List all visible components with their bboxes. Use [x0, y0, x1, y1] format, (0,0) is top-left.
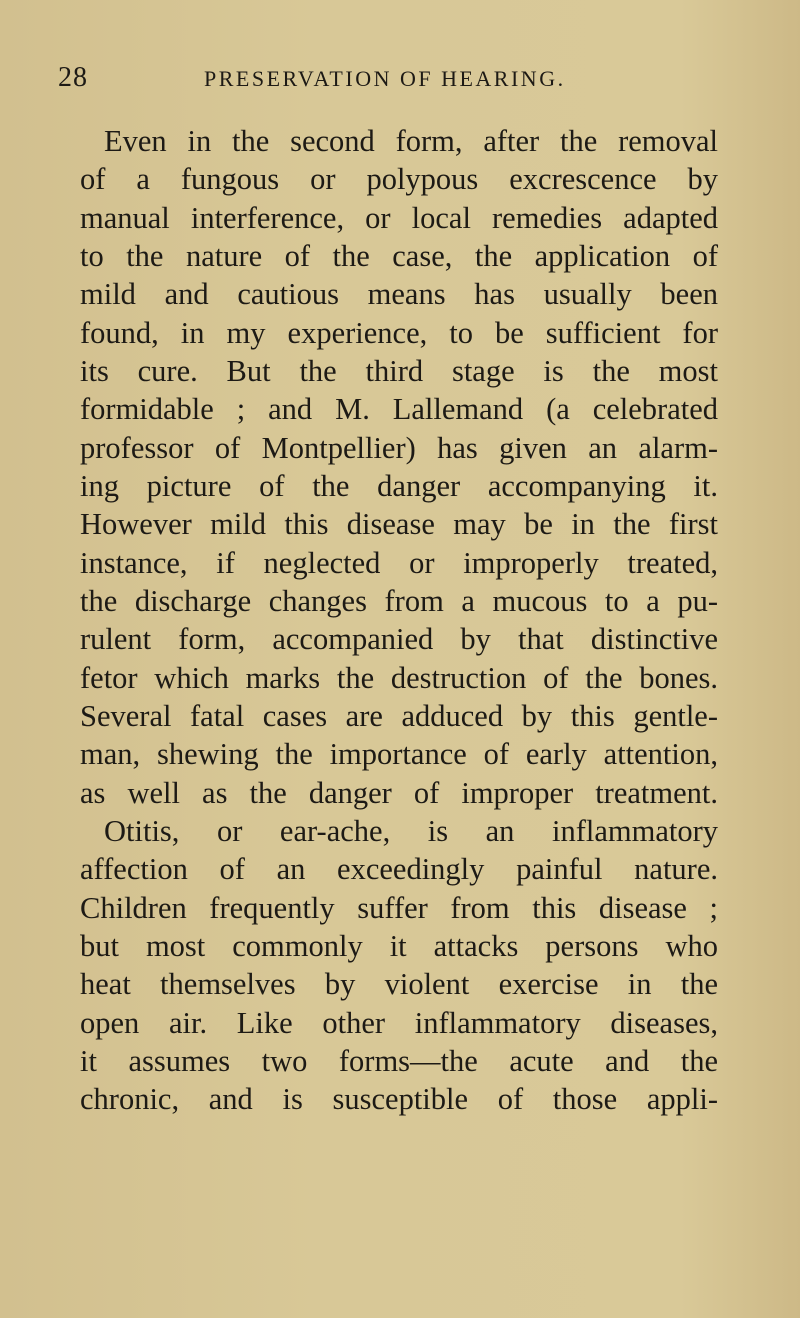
text-line: heat themselves by violent exercise in the	[80, 967, 718, 1002]
text-line: Children frequently suffer from this disease ;	[80, 890, 718, 925]
text-line: the discharge changes from a mucous to a pu-	[80, 583, 718, 618]
text-line: fetor which marks the destruction of the bones.	[80, 660, 718, 695]
text-line: found, in my experience, to be sufficient for	[80, 315, 718, 350]
text-line: However mild this disease may be in the first	[80, 507, 718, 542]
text-line: open air. Like other inflammatory diseases,	[80, 1005, 718, 1040]
text-line: of a fungous or polypous excrescence by	[80, 162, 718, 197]
text-line: affection of an exceedingly painful nature.	[80, 852, 718, 887]
text-line: it assumes two forms—the acute and the	[80, 1043, 718, 1078]
text-line: ing picture of the danger accompanying it.	[80, 468, 718, 503]
text-line: but most commonly it attacks persons who	[80, 928, 718, 963]
text-line: as well as the danger of improper treatment.	[80, 775, 718, 810]
text-line: instance, if neglected or improperly treated,	[80, 545, 718, 580]
text-line: its cure. But the third stage is the most	[80, 353, 718, 388]
text-line: chronic, and is susceptible of those appli-	[80, 1082, 718, 1117]
text-line: manual interference, or local remedies adapted	[80, 200, 718, 235]
text-line: rulent form, accompanied by that distinctive	[80, 622, 718, 657]
text-line: Several fatal cases are adduced by this gentle-	[80, 698, 718, 733]
text-line: to the nature of the case, the application of	[80, 238, 718, 273]
text-line: professor of Montpellier) has given an alarm-	[80, 430, 718, 465]
text-line: Otitis, or ear-ache, is an inflammatory	[104, 813, 718, 848]
running-title: PRESERVATION OF HEARING.	[204, 66, 566, 91]
text-line: Even in the second form, after the removal	[104, 124, 718, 158]
text-line: mild and cautious means has usually been	[80, 277, 718, 312]
page-number: 28	[58, 62, 88, 93]
body-text	[80, 122, 718, 1119]
text-line: man, shewing the importance of early attention,	[80, 737, 718, 772]
text-line: formidable ; and M. Lallemand (a celebrated	[80, 392, 718, 427]
